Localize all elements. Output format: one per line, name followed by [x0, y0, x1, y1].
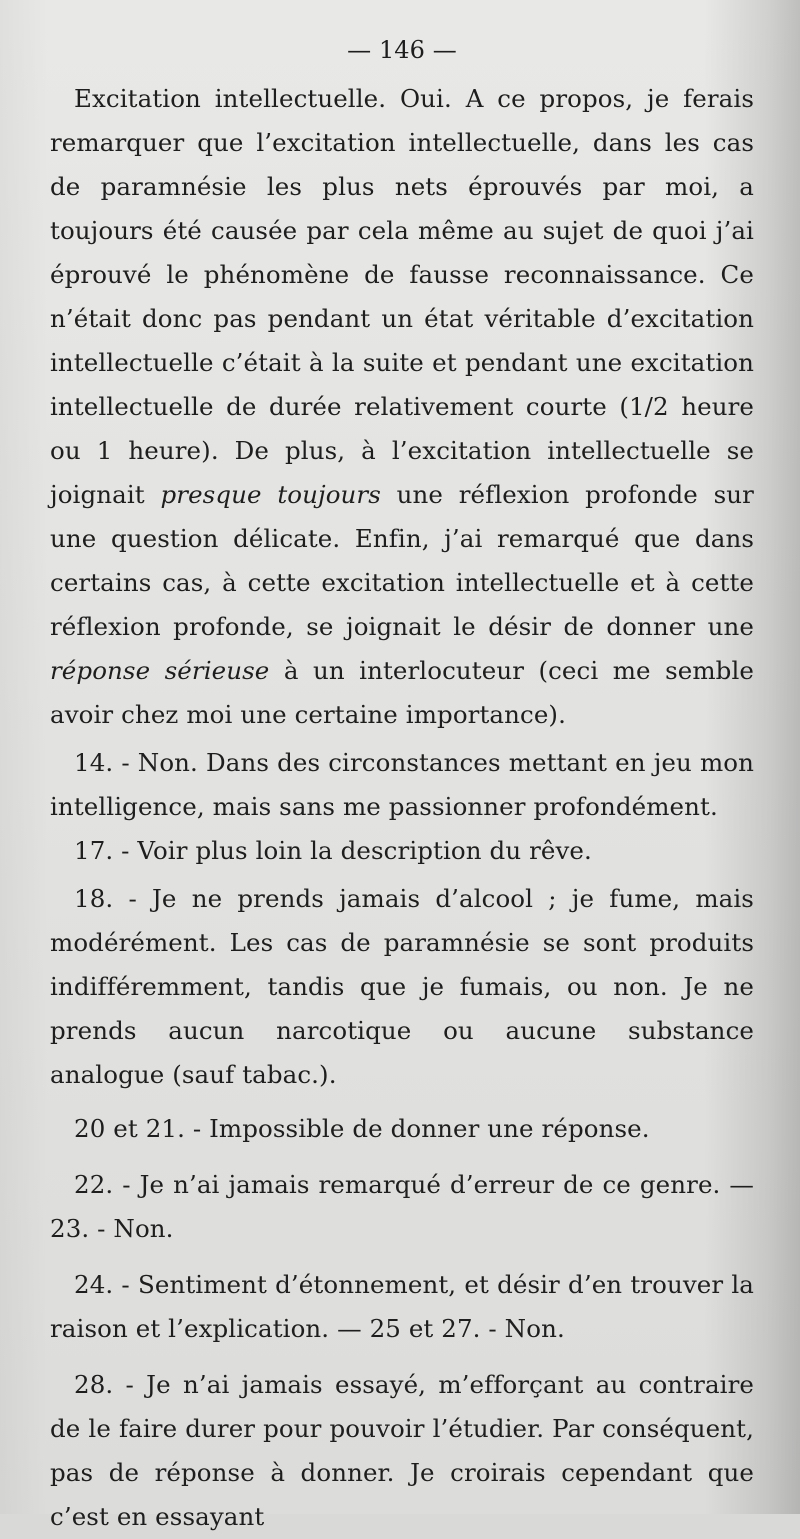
paragraph-excitation	[50, 77, 754, 737]
answer-24-27: 24. - Sentiment d’étonnement, et désir d’en trouver la raison et l’explication. — 25 et 27. - Non.	[50, 1270, 754, 1343]
answer-28: 28. - Je n’ai jamais essayé, m’efforçant au contraire de le faire durer pour pouvoir l’étudier. Par conséquent, pas de réponse à donner. Je croirais cependant que c’est en essayant	[50, 1370, 754, 1531]
paragraph-text: Excitation intellectuelle. Oui. A ce propos, je ferais remarquer que l’excitation intellectuelle, dans les cas de paramnésie les plus nets éprouvés par moi, a toujours été causée par cela même au sujet de quoi j’ai éprouvé le phénomène de fausse reconnaissance. Ce n’était donc pas pendant un état véritable d’excitation intellectuelle c’était à la suite et pendant une excitation intellectuelle de durée relativement courte (1/2 heure ou 1 heure). De plus, à l’excitation intellectuelle se joignait	[50, 84, 754, 509]
paragraph-text: une réflexion profonde sur une question délicate. Enfin, j’ai remarqué que dans certains cas, à cette excitation intellectuelle et à cette réflexion profonde, se joignait le désir de donner une	[50, 480, 754, 641]
page-content	[50, 30, 754, 1539]
italic-emphasis: réponse sérieuse	[50, 656, 270, 685]
answer-22-23: 22. - Je n’ai jamais remarqué d’erreur de ce genre. — 23. - Non.	[50, 1170, 754, 1243]
italic-emphasis: presque toujours	[160, 480, 381, 509]
paragraph-text: à un interlocuteur (ceci me semble avoir chez moi une certaine importance).	[50, 656, 754, 729]
answer-20-21: 20 et 21. - Impossible de donner une réponse.	[74, 1114, 650, 1143]
page-number: — 146 —	[347, 36, 457, 64]
answer-17: 17. - Voir plus loin la description du rêve.	[74, 836, 592, 865]
answer-18: 18. - Je ne prends jamais d’alcool ; je fume, mais modérément. Les cas de paramnésie se sont produits indifféremment, tandis que je fumais, ou non. Je ne prends aucun narcotique ou aucune substance analogue (sauf tabac.).	[50, 884, 754, 1089]
answer-14: 14. - Non. Dans des circonstances mettant en jeu mon intelligence, mais sans me passionner profondément.	[50, 748, 754, 821]
